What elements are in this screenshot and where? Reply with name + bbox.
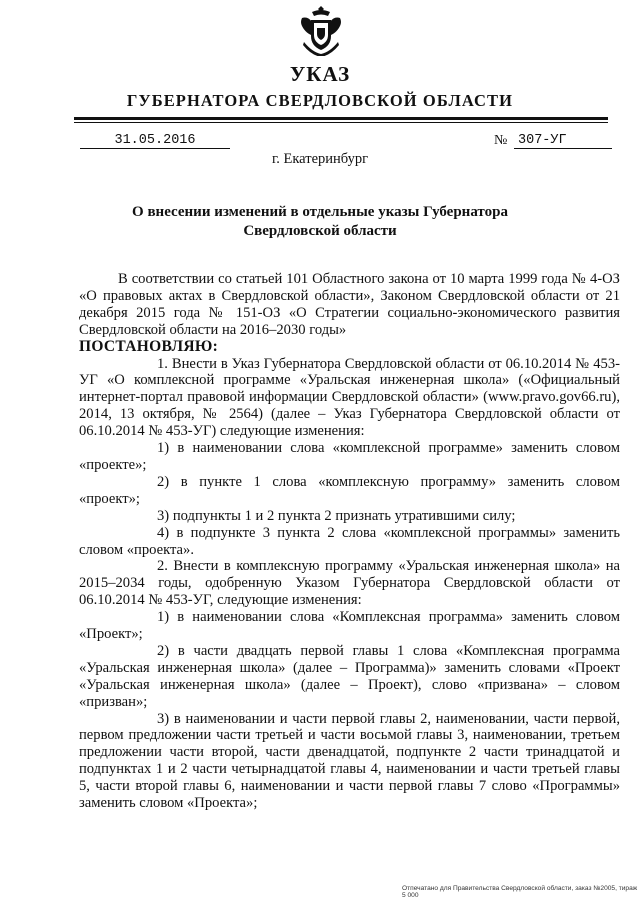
print-footer: Отпечатано для Правительства Свердловской области, заказ №2005, тираж 5 000 — [402, 885, 638, 899]
item — [79, 356, 620, 441]
item-number: 1) — [157, 440, 170, 457]
item-text: Внести в комплексную программу «Уральская инженерная школа» на 2015–2034 годы, одобренную Указом Губернатора Свердловской области от 06.10.2014 № 453-УГ, следующие изменения: — [79, 558, 620, 609]
item — [79, 711, 620, 812]
item-number: 1. — [157, 355, 168, 372]
item-text: в части двадцать первой главы 1 слова «Комплексная программа «Уральская инженерная школа» (далее – Программа)» заменить словами «Проект «Уральская инженерная школа» (далее – Проект), слово «призвана» – словом «призван»; — [79, 642, 620, 710]
document-body — [79, 271, 620, 812]
item-text: в наименовании и части первой главы 2, наименовании, части первой, первом предложении части третьей и части восьмой главы 3, наименовании, третьем предложении части второй, части двенадцатой, подпункте 2 части тринадцатой и подпунктах 1 и 2 части четырнадцатой главы 4, наименовании и части третьей главы 5, части второй главы 6, наименовании и части первой главы 7 слово «Программы» заменить словом «Проекта»; — [79, 710, 621, 812]
item — [79, 643, 620, 711]
decree-word: ПОСТАНОВЛЯЮ: — [79, 337, 219, 355]
document-issuer: ГУБЕРНАТОРА СВЕРДЛОВСКОЙ ОБЛАСТИ — [126, 91, 514, 110]
item-number: 2) — [157, 642, 170, 659]
item-text: в наименовании слова «комплексной программе» заменить словом «проекте»; — [79, 440, 620, 473]
item — [79, 525, 620, 559]
item-number: 3) — [157, 507, 170, 524]
item-number: 2) — [157, 473, 170, 490]
item-number: 4) — [157, 524, 170, 541]
preamble: В соответствии со статьей 101 Областного закона от 10 марта 1999 года № 4-ОЗ «О правовых актах в Свердловской области», Законом Свердловской области от 21 декабря 2015 года № 151-ОЗ «О Стратегии социально-экономического развития Свердловской области на 2016–2030 годы» — [79, 271, 620, 338]
item-text: в подпункте 3 пункта 2 слова «комплексной программы» заменить словом «проекта». — [79, 524, 621, 558]
item-text: в наименовании слова «Комплексная программа» заменить словом «Проект»; — [79, 609, 620, 643]
header-rule — [74, 117, 608, 120]
item — [79, 440, 620, 474]
city: г. Екатеринбург — [271, 151, 369, 167]
document-number: 307-УГ — [514, 134, 612, 149]
item — [79, 609, 620, 643]
item — [79, 508, 620, 525]
item-text: в пункте 1 слова «комплексную программу» заменить словом «проект»; — [79, 473, 620, 507]
item-number: 1) — [157, 609, 170, 626]
document-title — [110, 203, 530, 240]
item-text: подпункты 1 и 2 пункта 2 признать утратившими силу; — [172, 507, 516, 524]
item — [79, 558, 620, 609]
document-type: УКАЗ — [289, 62, 351, 86]
item-text: Внести в Указ Губернатора Свердловской области от 06.10.2014 № 453-УГ «О комплексной программе «Уральская инженерная школа» («Официальный интернет-портал правовой информации Свердловской области» (www.pravo.gov66.ru), 2014, 13 октября, № 2564) (далее – Указ Губернатора Свердловской области от 06.10.2014 № 453-УГ) следующие изменения: — [79, 355, 620, 440]
item-number: 3) — [157, 710, 170, 727]
coat-of-arms-icon — [298, 4, 344, 56]
title-line-2: Свердловской области — [243, 222, 397, 239]
title-line-1: О внесении изменений в отдельные указы Губернатора — [132, 204, 508, 220]
number-label: № — [494, 133, 508, 148]
item — [79, 474, 620, 508]
item-number: 2. — [157, 558, 168, 575]
header-rule-thin — [74, 122, 608, 123]
document-date: 31.05.2016 — [80, 134, 230, 149]
